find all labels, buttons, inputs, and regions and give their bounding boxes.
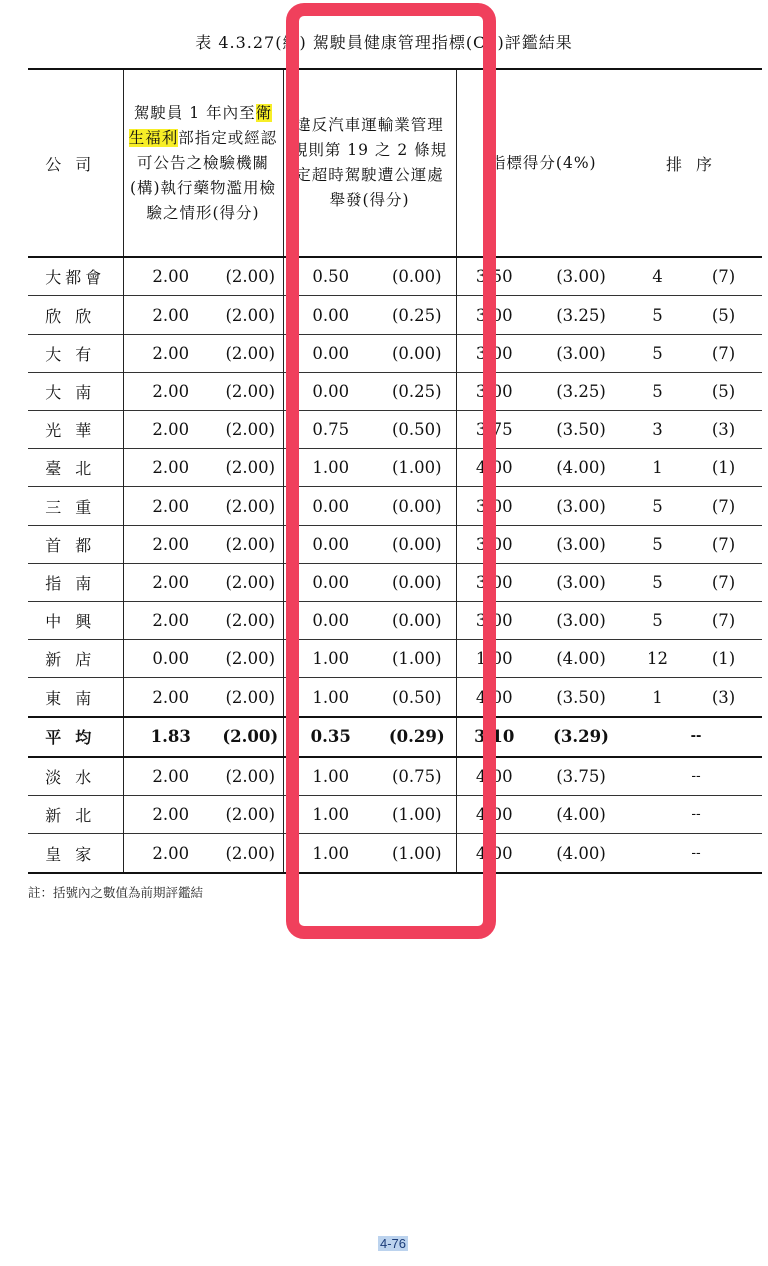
drug-test-prev (218, 678, 283, 717)
drug-test-prev-value: (2.00) (225, 496, 276, 516)
rank-dash (630, 796, 762, 834)
drug-test-score-value: 2.00 (152, 611, 190, 631)
rank-prev (685, 487, 762, 525)
company-name: 中興 (45, 612, 106, 632)
drug-test-score-value: 2.00 (152, 534, 190, 554)
index-prev (532, 796, 630, 834)
header-drug-test-post: 部指定或經認可公告之檢驗機關(構)執行藥物濫用檢驗之情形(得分) (129, 128, 278, 222)
drug-test-score-value: 2.00 (152, 458, 190, 478)
index-score-value: 3.00 (475, 305, 513, 325)
table-note: 註：括號內之數值為前期評鑑結 (28, 885, 204, 900)
drug-test-score (123, 525, 218, 563)
rank-current-value: 4 (652, 267, 663, 287)
overtime-score-value: 0.00 (312, 534, 350, 554)
overtime-score-value: 0.00 (312, 343, 350, 363)
rank-current (630, 563, 685, 601)
overtime-prev-value: (1.00) (391, 843, 442, 863)
rank-current (630, 525, 685, 563)
drug-test-prev-value: (2.00) (225, 572, 276, 592)
drug-test-score (123, 601, 218, 639)
drug-test-prev (218, 257, 283, 296)
rank-prev-value: (7) (711, 267, 736, 287)
overtime-score-value: 1.00 (312, 458, 350, 478)
rank-prev (685, 678, 762, 717)
company-name: 首都 (45, 535, 106, 555)
index-prev (532, 717, 630, 757)
rank-current (630, 411, 685, 449)
drug-test-prev (218, 717, 283, 757)
index-score-value: 3.10 (474, 727, 515, 747)
index-prev-value: (3.25) (556, 381, 606, 401)
index-prev (532, 334, 630, 372)
overtime-score-value: 0.75 (312, 420, 350, 440)
index-prev (532, 449, 630, 487)
overtime-prev-value: (1.00) (391, 805, 442, 825)
index-prev-value: (3.00) (556, 611, 606, 631)
rank-prev-value: (3) (711, 687, 736, 707)
header-overtime-text: 違反汽車運輸業管理規則第 19 之 2 條規定超時駕駛遭公運處舉發(得分) (291, 116, 448, 209)
rank-prev (685, 640, 762, 678)
rank-current-value: 5 (652, 572, 663, 592)
index-prev (532, 525, 630, 563)
company-name: 三重 (45, 497, 106, 517)
page-number: 4-76 (380, 1236, 407, 1251)
rank-current (630, 487, 685, 525)
drug-test-score (123, 257, 218, 296)
index-prev-value: (3.50) (556, 687, 606, 707)
index-prev-value: (3.00) (556, 572, 606, 592)
company-name: 臺北 (45, 459, 106, 479)
company-cell (28, 834, 123, 873)
rank-prev (685, 563, 762, 601)
company-name: 大都會 (45, 268, 106, 288)
company-name: 淡水 (45, 767, 106, 787)
overtime-prev-value: (0.50) (391, 420, 442, 440)
index-score-value: 3.00 (475, 381, 513, 401)
company-name: 欣欣 (45, 306, 106, 326)
index-score-value: 4.00 (475, 766, 513, 786)
drug-test-prev-value: (2.00) (225, 420, 276, 440)
rank-prev-value: (3) (711, 420, 736, 440)
rank-current-value: 5 (652, 343, 663, 363)
drug-test-score-value: 2.00 (152, 572, 190, 592)
rank-prev (685, 334, 762, 372)
overtime-prev-value: (1.00) (391, 458, 442, 478)
index-score-value: 4.00 (475, 687, 513, 707)
index-score-value: 3.00 (475, 496, 513, 516)
index-prev (532, 678, 630, 717)
rank-current-value: 5 (652, 381, 663, 401)
index-prev (532, 372, 630, 410)
company-cell (28, 257, 123, 296)
rank-current-value: 5 (652, 305, 663, 325)
index-prev-value: (4.00) (556, 843, 606, 863)
header-drug-test-pre: 駕駛員 1 年內至 (133, 103, 256, 122)
drug-test-prev-value: (2.00) (225, 843, 276, 863)
drug-test-score-value: 2.00 (152, 843, 190, 863)
drug-test-prev-value: (2.00) (225, 267, 276, 287)
highlighted-text: 衛生福利 (128, 103, 273, 147)
drug-test-prev-value: (2.00) (225, 805, 276, 825)
rank-dash (630, 717, 762, 757)
rank-current (630, 640, 685, 678)
company-cell (28, 525, 123, 563)
rank-prev (685, 601, 762, 639)
index-prev-value: (4.00) (556, 649, 606, 669)
drug-test-prev (218, 834, 283, 873)
rank-current (630, 257, 685, 296)
drug-test-score (123, 296, 218, 334)
drug-test-prev-value: (2.00) (225, 458, 276, 478)
header-score-text: 指標得分(4%) (489, 153, 597, 172)
drug-test-score (123, 563, 218, 601)
rank-prev-value: (7) (711, 496, 736, 516)
overtime-prev-value: (0.00) (391, 496, 442, 516)
company-cell (28, 796, 123, 834)
company-cell (28, 563, 123, 601)
index-score-value: 3.00 (475, 611, 513, 631)
rank-current-value: 5 (652, 534, 663, 554)
drug-test-prev-value: (2.00) (225, 381, 276, 401)
index-prev (532, 601, 630, 639)
overtime-score-value: 1.00 (312, 843, 350, 863)
index-prev (532, 257, 630, 296)
index-prev (532, 834, 630, 873)
index-prev-value: (3.75) (556, 766, 606, 786)
index-score-value: 3.00 (475, 343, 513, 363)
index-score-value: 3.75 (475, 420, 513, 440)
drug-test-score (123, 834, 218, 873)
overtime-score-value: 0.00 (312, 305, 350, 325)
rank-current-value: 1 (652, 687, 663, 707)
rank-dash-value: -- (691, 768, 701, 784)
annotation-highlight-box (286, 3, 496, 939)
overtime-score-value: 1.00 (312, 805, 350, 825)
header-drug-test (123, 69, 283, 257)
rank-current-value: 5 (652, 496, 663, 516)
index-prev-value: (3.00) (556, 343, 606, 363)
rank-current-value: 12 (647, 649, 669, 669)
company-cell (28, 487, 123, 525)
drug-test-prev-value: (2.00) (225, 305, 276, 325)
overtime-score-value: 0.00 (312, 572, 350, 592)
drug-test-prev (218, 525, 283, 563)
rank-current (630, 296, 685, 334)
company-cell (28, 296, 123, 334)
index-prev (532, 296, 630, 334)
drug-test-prev (218, 372, 283, 410)
overtime-prev-value: (0.00) (391, 534, 442, 554)
header-rank-text: 排序 (666, 154, 727, 174)
rank-current-value: 1 (652, 458, 663, 478)
overtime-prev-value: (0.25) (391, 381, 442, 401)
header-company-label: 公司 (45, 154, 106, 174)
company-cell (28, 449, 123, 487)
drug-test-score (123, 678, 218, 717)
company-name: 平均 (45, 728, 106, 748)
rank-prev-value: (1) (711, 458, 736, 478)
drug-test-score (123, 372, 218, 410)
overtime-prev-value: (0.25) (391, 305, 442, 325)
company-cell (28, 372, 123, 410)
overtime-prev-value: (0.00) (391, 267, 442, 287)
drug-test-prev (218, 411, 283, 449)
index-prev (532, 487, 630, 525)
drug-test-score (123, 411, 218, 449)
drug-test-prev-value: (2.00) (222, 727, 279, 747)
company-cell (28, 411, 123, 449)
rank-prev (685, 449, 762, 487)
drug-test-score-value: 2.00 (152, 343, 190, 363)
header-rank (630, 69, 762, 257)
rank-dash-value: -- (690, 729, 702, 745)
rank-dash (630, 834, 762, 873)
index-prev (532, 411, 630, 449)
drug-test-prev (218, 601, 283, 639)
overtime-prev-value: (0.00) (391, 343, 442, 363)
rank-prev-value: (5) (711, 305, 736, 325)
rank-prev (685, 296, 762, 334)
rank-prev-value: (5) (711, 381, 736, 401)
drug-test-score (123, 334, 218, 372)
rank-prev (685, 525, 762, 563)
drug-test-prev-value: (2.00) (225, 649, 276, 669)
index-score-value: 4.00 (475, 805, 513, 825)
company-name: 指南 (45, 573, 106, 593)
drug-test-prev-value: (2.00) (225, 766, 276, 786)
index-score-value: 3.50 (475, 267, 513, 287)
drug-test-score-value: 2.00 (152, 305, 190, 325)
overtime-prev-value: (0.75) (391, 766, 442, 786)
rank-current (630, 601, 685, 639)
company-cell (28, 757, 123, 796)
overtime-score-value: 0.35 (310, 727, 351, 747)
overtime-score-value: 1.00 (312, 766, 350, 786)
index-prev-value: (3.00) (556, 534, 606, 554)
rank-prev-value: (7) (711, 534, 736, 554)
drug-test-score-value: 1.83 (150, 727, 191, 747)
drug-test-prev (218, 640, 283, 678)
index-prev-value: (4.00) (556, 458, 606, 478)
rank-current-value: 3 (652, 420, 663, 440)
overtime-prev-value: (0.50) (391, 687, 442, 707)
index-prev-value: (4.00) (556, 805, 606, 825)
index-score-value: 4.00 (475, 843, 513, 863)
index-prev-value: (3.50) (556, 420, 606, 440)
rank-prev-value: (7) (711, 572, 736, 592)
rank-dash-value: -- (691, 845, 701, 861)
company-cell (28, 601, 123, 639)
company-name: 光華 (45, 421, 106, 441)
index-prev-value: (3.25) (556, 305, 606, 325)
index-prev-value: (3.29) (553, 727, 609, 747)
company-name: 東南 (45, 688, 106, 708)
rank-current (630, 678, 685, 717)
rank-current (630, 372, 685, 410)
index-prev-value: (3.00) (556, 496, 606, 516)
drug-test-prev (218, 334, 283, 372)
drug-test-score (123, 757, 218, 796)
drug-test-score-value: 2.00 (152, 381, 190, 401)
company-name: 大南 (45, 382, 106, 402)
drug-test-prev (218, 563, 283, 601)
overtime-score-value: 1.00 (312, 687, 350, 707)
drug-test-prev (218, 796, 283, 834)
rank-current (630, 449, 685, 487)
drug-test-score (123, 449, 218, 487)
drug-test-score-value: 2.00 (152, 420, 190, 440)
header-drug-test-text (124, 101, 283, 226)
drug-test-score (123, 717, 218, 757)
overtime-score-value: 0.00 (312, 496, 350, 516)
index-prev (532, 563, 630, 601)
rank-current (630, 334, 685, 372)
drug-test-score-value: 2.00 (152, 267, 190, 287)
rank-prev-value: (7) (711, 343, 736, 363)
company-name: 大有 (45, 344, 106, 364)
drug-test-score-value: 2.00 (152, 687, 190, 707)
company-cell (28, 640, 123, 678)
rank-prev (685, 372, 762, 410)
caption-suffix: 駕駛員健康管理指標(C5)評鑑結果 (312, 33, 573, 52)
drug-test-prev (218, 449, 283, 487)
drug-test-score-value: 2.00 (152, 805, 190, 825)
index-prev (532, 757, 630, 796)
drug-test-prev-value: (2.00) (225, 534, 276, 554)
overtime-prev-value: (1.00) (391, 649, 442, 669)
overtime-score-value: 0.50 (312, 267, 350, 287)
company-cell (28, 717, 123, 757)
index-score-value: 4.00 (475, 458, 513, 478)
rank-dash-value: -- (691, 807, 701, 823)
rank-prev-value: (1) (711, 649, 736, 669)
drug-test-prev (218, 296, 283, 334)
rank-prev (685, 411, 762, 449)
drug-test-score-value: 0.00 (152, 649, 190, 669)
company-name: 新店 (45, 650, 106, 670)
header-company (28, 69, 123, 257)
company-cell (28, 334, 123, 372)
overtime-score-value: 1.00 (312, 649, 350, 669)
index-score-value: 3.00 (475, 534, 513, 554)
index-prev-value: (3.00) (556, 267, 606, 287)
overtime-score-value: 0.00 (312, 611, 350, 631)
index-prev (532, 640, 630, 678)
drug-test-prev-value: (2.00) (225, 687, 276, 707)
drug-test-score-value: 2.00 (152, 766, 190, 786)
overtime-score-value: 0.00 (312, 381, 350, 401)
overtime-prev-value: (0.29) (388, 727, 445, 747)
drug-test-prev-value: (2.00) (225, 611, 276, 631)
overtime-prev-value: (0.00) (391, 572, 442, 592)
drug-test-prev (218, 757, 283, 796)
index-score-value: 1.00 (475, 649, 513, 669)
drug-test-score (123, 796, 218, 834)
drug-test-score (123, 640, 218, 678)
company-cell (28, 678, 123, 717)
company-name: 皇家 (45, 844, 106, 864)
rank-prev (685, 257, 762, 296)
index-score-value: 3.00 (475, 572, 513, 592)
drug-test-score (123, 487, 218, 525)
drug-test-prev-value: (2.00) (225, 343, 276, 363)
drug-test-score-value: 2.00 (152, 496, 190, 516)
rank-prev-value: (7) (711, 611, 736, 631)
overtime-prev-value: (0.00) (391, 611, 442, 631)
caption-prefix: 表 4.3.27(續) (195, 33, 307, 52)
rank-current-value: 5 (652, 611, 663, 631)
drug-test-prev (218, 487, 283, 525)
company-name: 新北 (45, 806, 106, 826)
rank-dash (630, 757, 762, 796)
